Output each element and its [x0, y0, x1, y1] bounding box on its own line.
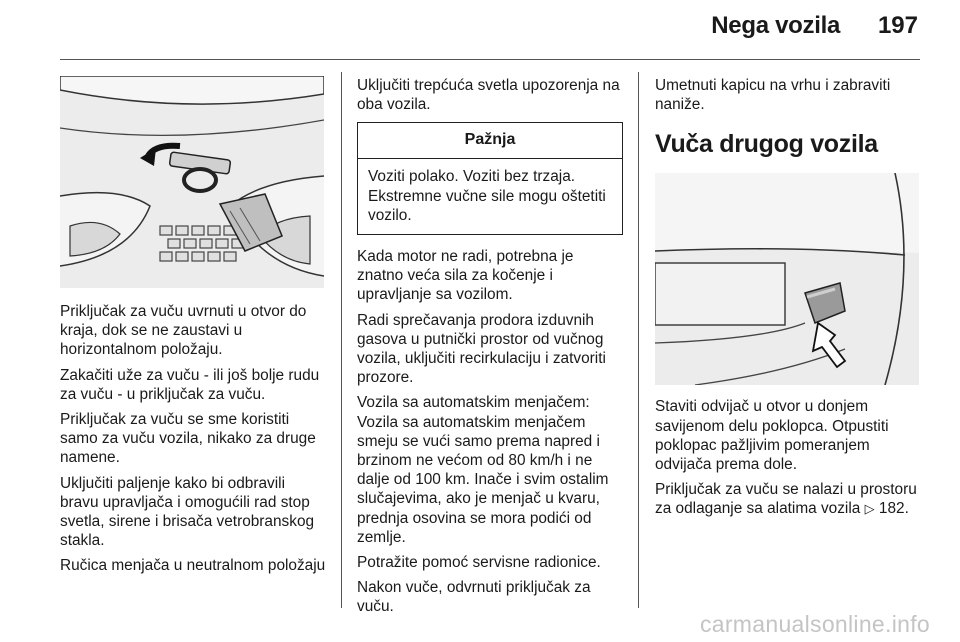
page-number: 197 [877, 12, 918, 39]
page-header [0, 0, 960, 60]
paragraph: Ručica menjača u neutralnom položaju [60, 557, 326, 575]
paragraph: Umetnuti kapicu na vrhu i zabraviti naniže. [655, 77, 891, 114]
column-right [655, 76, 923, 525]
paragraph: Potražite pomoć servisne radionice. [357, 554, 601, 572]
watermark: carmanualsonline.info [699, 611, 930, 637]
paragraph: Zakačiti uže za vuču - ili još bolje rudu za vuču - u priključak za vuču. [60, 366, 320, 403]
paragraph: Uključiti trepćuća svetla upozorenja na oba vozila. [357, 77, 620, 114]
caution-notice [357, 122, 623, 235]
header-divider [60, 59, 920, 60]
page-reference-link[interactable]: 182. [878, 500, 909, 518]
column-divider-1 [341, 72, 342, 608]
column-divider-2 [638, 72, 639, 608]
paragraph: Vozila sa automatskim menjačem: Vozila sa automatskim menjačem smeju se vući samo prema napred i brzinom ne većom od 80 km/h i ne dalje od 100 km. Inače i svim ostalim slučajevima, ako je menjač u kvaru, prednja osovina se mora podići od zemlje. [357, 394, 609, 546]
rear-tow-cover-illustration [655, 173, 919, 385]
paragraph: Uključiti paljenje kako bi odbravili bravu upravljača i omogućili rad stop svetla, sirene i brisača vetrobranskog stakla. [60, 474, 315, 550]
section-title: Nega vozila [711, 12, 840, 39]
notice-title: Pažnja [358, 123, 622, 159]
page-reference-arrow-icon: ▷ [864, 501, 875, 517]
paragraph: Nakon vuče, odvrnuti priključak za vuču. [357, 579, 591, 616]
paragraph-text: Priključak za vuču se nalazi u prostoru za odlaganje sa alatima vozila [655, 481, 917, 518]
front-tow-eye-illustration [60, 76, 324, 288]
rear-bumper-illustration-icon [655, 173, 919, 385]
paragraph: Radi sprečavanja prodora izduvnih gasova u putnički prostor od vučnog vozila, uključiti recirkulaciju i zatvoriti prozore. [357, 311, 606, 387]
column-left [60, 76, 326, 582]
paragraph: Kada motor ne radi, potrebna je znatno veća sila za kočenje i upravljanje sa vozilom. [357, 248, 574, 304]
section-heading: Vuča drugog vozila [655, 130, 878, 159]
paragraph: Priključak za vuču uvrnuti u otvor do kraja, dok se ne zaustavi u horizontalnom položaju. [60, 303, 307, 359]
column-middle [357, 76, 623, 623]
notice-body: Voziti polako. Voziti bez trzaja. Ekstremne vučne sile mogu oštetiti vozilo. [368, 168, 606, 224]
front-bumper-illustration-icon [60, 76, 324, 288]
paragraph: Staviti odvijač u otvor u donjem savijenom delu poklopca. Otpustiti poklopac pažljivim pomeranjem odvijača prema dole. [655, 398, 889, 474]
paragraph: Priključak za vuču se sme koristiti samo za vuču vozila, nikako za druge namene. [60, 411, 316, 467]
paragraph-with-reference [655, 480, 923, 518]
